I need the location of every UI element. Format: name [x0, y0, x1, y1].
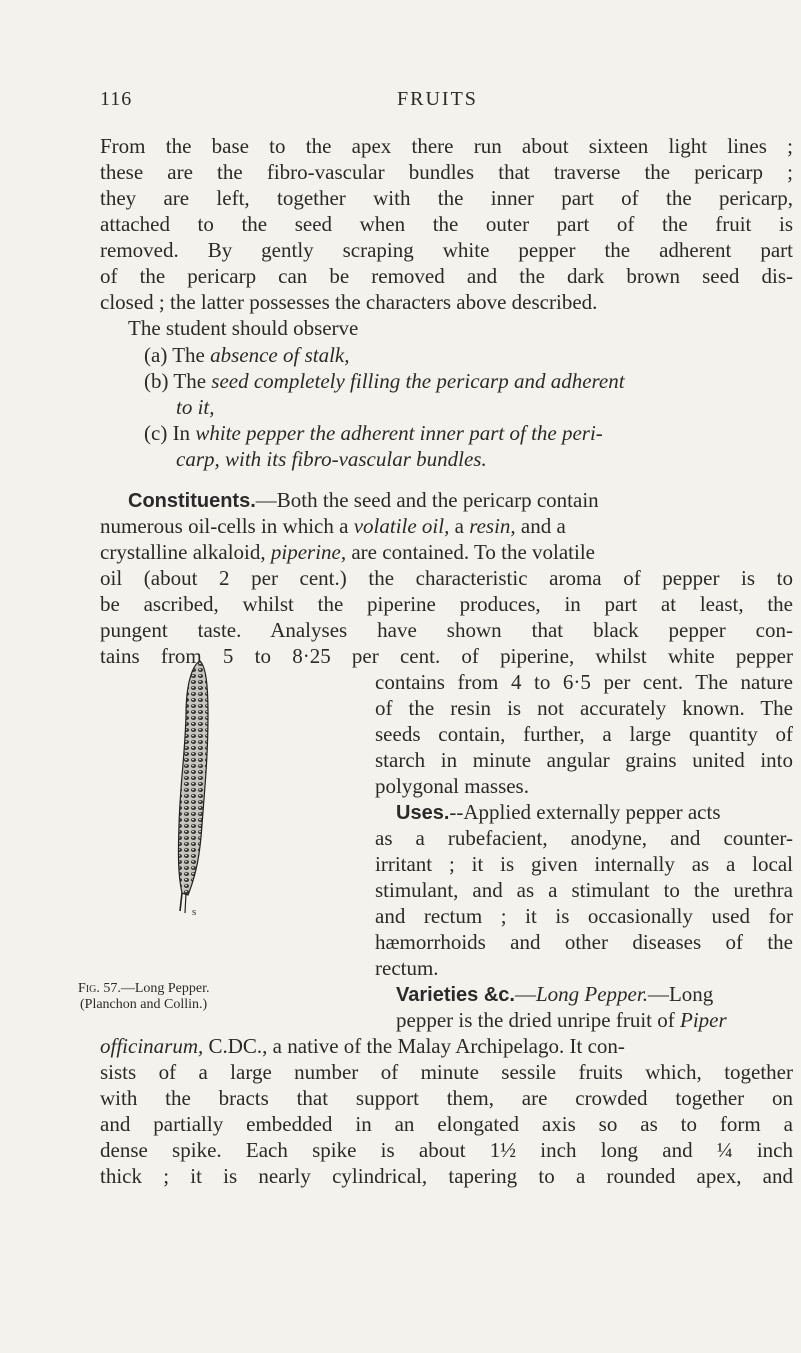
- figure-long-pepper: [162, 655, 232, 917]
- text-line: of the pericarp can be removed and the dark brown seed dis-: [100, 264, 793, 288]
- text-line: officinarum, C.DC., a native of the Malay Archipelago. It con-: [100, 1034, 625, 1058]
- text-line: contains from 4 to 6·5 per cent. The nature: [375, 670, 793, 694]
- text-line: removed. By gently scraping white pepper the adherent part: [100, 238, 793, 262]
- text-line: sists of a large number of minute sessile fruits which, together: [100, 1060, 793, 1084]
- long-pepper-illustration: [162, 655, 232, 917]
- text-line: Constituents.—Both the seed and the pericarp contain: [128, 488, 599, 512]
- text-line: oil (about 2 per cent.) the characteristic aroma of pepper is to: [100, 566, 793, 590]
- text-line: thick ; it is nearly cylindrical, tapering to a rounded apex, and: [100, 1164, 793, 1188]
- item-label: (c): [144, 421, 168, 445]
- section-heading: Uses.: [396, 802, 450, 824]
- text-line: they are left, together with the inner part of the pericarp,: [100, 186, 793, 210]
- figure-caption-source: (Planchon and Collin.): [80, 997, 208, 1012]
- figure-letter: s: [192, 906, 197, 917]
- text-line: crystalline alkaloid, piperine, are contained. To the volatile: [100, 540, 595, 564]
- observation-item-c-cont: carp, with its fibro-vascular bundles.: [176, 447, 487, 471]
- text-line: and partially embedded in an elongated axis so as to form a: [100, 1112, 793, 1136]
- text-line: pepper is the dried unripe fruit of Piper: [396, 1008, 727, 1032]
- text-line: with the bracts that support them, are crowded together on: [100, 1086, 793, 1110]
- item-label: (a): [144, 343, 168, 367]
- observation-item-a: (a) The absence of stalk,: [144, 343, 350, 367]
- text-line: starch in minute angular grains united into: [375, 748, 793, 772]
- observe-intro: The student should observe: [128, 316, 359, 340]
- observation-item-b: (b) The seed completely filling the pericarp and adherent: [144, 369, 625, 393]
- section-heading: Constituents.: [128, 490, 256, 512]
- text-line: of the resin is not accurately known. The: [375, 696, 793, 720]
- page-number: 116: [100, 88, 133, 110]
- text-line: be ascribed, whilst the piperine produces, in part at least, the: [100, 592, 793, 616]
- text-line: rectum.: [375, 956, 439, 980]
- text-line: irritant ; it is given internally as a local: [375, 852, 793, 876]
- text-line: dense spike. Each spike is about 1½ inch long and ¼ inch: [100, 1138, 793, 1162]
- text-line: seeds contain, further, a large quantity of: [375, 722, 793, 746]
- item-label: (b): [144, 369, 169, 393]
- running-title: FRUITS: [397, 88, 478, 110]
- text-line: attached to the seed when the outer part of the fruit is: [100, 212, 793, 236]
- text-line: pungent taste. Analyses have shown that black pepper con-: [100, 618, 793, 642]
- text-line: these are the fibro-vascular bundles that traverse the pericarp ;: [100, 160, 793, 184]
- figure-caption: Fig. 57.—Long Pepper.: [78, 981, 210, 996]
- text-line: stimulant, and as a stimulant to the urethra: [375, 878, 793, 902]
- observation-item-c: (c) In white pepper the adherent inner part of the peri-: [144, 421, 603, 445]
- text-line: Uses.--Applied externally pepper acts: [396, 800, 721, 824]
- observation-item-b-cont: to it,: [176, 395, 215, 419]
- text-line: hæmorrhoids and other diseases of the: [375, 930, 793, 954]
- page-header: [100, 88, 740, 118]
- text-line: Varieties &c.—Long Pepper.—Long: [396, 982, 714, 1006]
- text-line: numerous oil-cells in which a volatile oil, a resin, and a: [100, 514, 566, 538]
- text-line: as a rubefacient, anodyne, and counter-: [375, 826, 793, 850]
- text-line: polygonal masses.: [375, 774, 529, 798]
- text-line: and rectum ; it is occasionally used for: [375, 904, 793, 928]
- text-line: From the base to the apex there run about sixteen light lines ;: [100, 134, 793, 158]
- section-heading: Varieties &c.: [396, 984, 515, 1006]
- text-line: closed ; the latter possesses the characters above described.: [100, 290, 598, 314]
- text-line: tains from 5 to 8·25 per cent. of piperine, whilst white pepper: [100, 644, 793, 668]
